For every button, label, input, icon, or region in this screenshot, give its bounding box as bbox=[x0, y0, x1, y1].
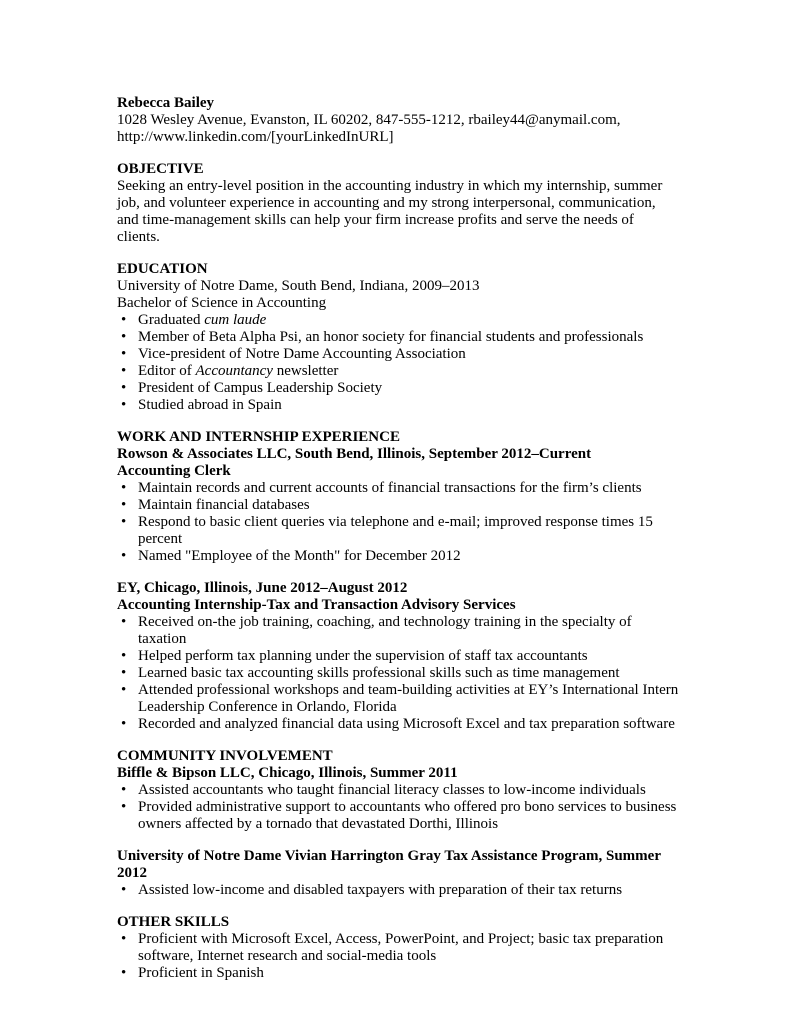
list-item: • Learned basic tax accounting skills professional skills such as time management bbox=[117, 665, 679, 682]
list-item: • Provided administrative support to accountants who offered pro bono services to business owners affected by a tornado that devastated Dorthi, Illinois bbox=[117, 799, 679, 833]
list-item: • Helped perform tax planning under the supervision of staff tax accountants bbox=[117, 648, 679, 665]
list-item: • Maintain records and current accounts of financial transactions for the firm’s clients bbox=[117, 480, 679, 497]
org-bullet-list bbox=[117, 882, 679, 899]
education-heading: EDUCATION bbox=[117, 261, 208, 277]
job-ey bbox=[117, 580, 679, 733]
list-item: • Proficient with Microsoft Excel, Access, PowerPoint, and Project; basic tax preparation software, Internet research and social-media tools bbox=[117, 931, 679, 965]
job-rowson bbox=[117, 446, 679, 565]
bullet-text: Graduated bbox=[138, 312, 205, 328]
job-bullet-list bbox=[117, 480, 679, 565]
resume-header bbox=[117, 95, 679, 146]
bullet-text-italic: cum laude bbox=[204, 312, 267, 328]
list-item: • Studied abroad in Spain bbox=[117, 397, 679, 414]
org-bullet-list bbox=[117, 782, 679, 833]
community-heading: COMMUNITY INVOLVEMENT bbox=[117, 748, 333, 764]
org-biffle-bipson bbox=[117, 765, 679, 833]
section-experience bbox=[117, 429, 679, 733]
list-item: • Member of Beta Alpha Psi, an honor society for financial students and professionals bbox=[117, 329, 679, 346]
job-company-line: Rowson & Associates LLC, South Bend, Illinois, September 2012–Current bbox=[117, 446, 592, 462]
list-item: • Received on-the job training, coaching, and technology training in the specialty of taxation bbox=[117, 614, 679, 648]
list-item: • Assisted accountants who taught financial literacy classes to low-income individuals bbox=[117, 782, 679, 799]
list-item: • Vice-president of Notre Dame Accounting Association bbox=[117, 346, 679, 363]
list-item: • Maintain financial databases bbox=[117, 497, 679, 514]
job-title-line: Accounting Internship-Tax and Transaction Advisory Services bbox=[117, 597, 516, 613]
education-school: University of Notre Dame, South Bend, Indiana, 2009–2013 bbox=[117, 278, 480, 294]
bullet-text: Editor of bbox=[138, 363, 196, 379]
objective-text: Seeking an entry-level position in the accounting industry in which my internship, summer job, and volunteer experience in accounting and my strong interpersonal, communication, and time-management skills can help your firm increase profits and serve the needs of clients. bbox=[117, 178, 663, 245]
section-other-skills bbox=[117, 914, 679, 982]
person-name: Rebecca Bailey bbox=[117, 95, 215, 111]
list-item: • Attended professional workshops and team-building activities at EY’s International Intern Leadership Conference in Orlando, Florida bbox=[117, 682, 679, 716]
list-item: • President of Campus Leadership Society bbox=[117, 380, 679, 397]
job-title-line: Accounting Clerk bbox=[117, 463, 231, 479]
experience-heading: WORK AND INTERNSHIP EXPERIENCE bbox=[117, 429, 400, 445]
skills-heading: OTHER SKILLS bbox=[117, 914, 230, 930]
contact-line: 1028 Wesley Avenue, Evanston, IL 60202, 847-555-1212, rbailey44@anymail.com, bbox=[117, 112, 621, 128]
list-item bbox=[117, 312, 679, 329]
list-item: • Named "Employee of the Month" for December 2012 bbox=[117, 548, 679, 565]
list-item: • Proficient in Spanish bbox=[117, 965, 679, 982]
job-bullet-list bbox=[117, 614, 679, 733]
list-item: • Recorded and analyzed financial data using Microsoft Excel and tax preparation software bbox=[117, 716, 679, 733]
linkedin-url: http://www.linkedin.com/[yourLinkedInURL] bbox=[117, 129, 394, 145]
objective-heading: OBJECTIVE bbox=[117, 161, 204, 177]
section-education bbox=[117, 261, 679, 414]
skills-bullet-list bbox=[117, 931, 679, 982]
list-item: • Assisted low-income and disabled taxpayers with preparation of their tax returns bbox=[117, 882, 679, 899]
list-item: • Respond to basic client queries via telephone and e-mail; improved response times 15 percent bbox=[117, 514, 679, 548]
org-name-line: University of Notre Dame Vivian Harrington Gray Tax Assistance Program, Summer 2012 bbox=[117, 848, 661, 881]
education-bullet-list bbox=[117, 312, 679, 414]
section-objective bbox=[117, 161, 679, 246]
org-name-line: Biffle & Bipson LLC, Chicago, Illinois, Summer 2011 bbox=[117, 765, 458, 781]
bullet-text: newsletter bbox=[272, 363, 339, 379]
org-tax-assistance-program bbox=[117, 848, 679, 899]
section-community bbox=[117, 748, 679, 899]
list-item bbox=[117, 363, 679, 380]
bullet-text-italic: Accountancy bbox=[195, 363, 273, 379]
job-company-line: EY, Chicago, Illinois, June 2012–August 2012 bbox=[117, 580, 408, 596]
education-degree: Bachelor of Science in Accounting bbox=[117, 295, 327, 311]
